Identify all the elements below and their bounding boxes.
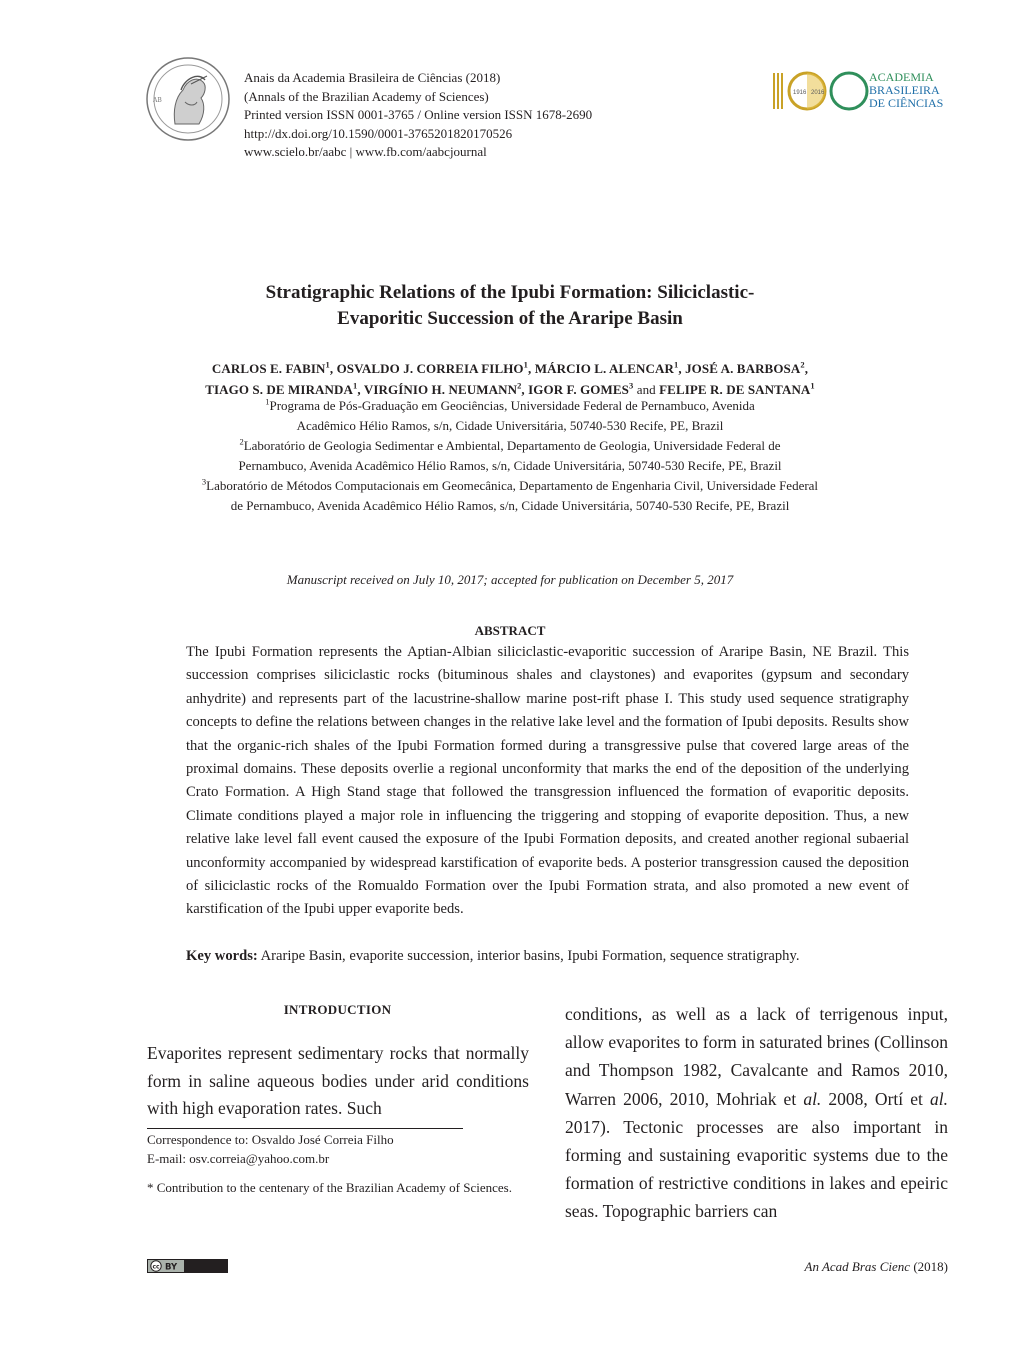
logo-year-end: 2016 — [811, 90, 825, 96]
centenary-note: * Contribution to the centenary of the Brazilian Academy of Sciences. — [147, 1180, 512, 1195]
page-citation — [700, 1259, 948, 1275]
doi-link[interactable]: http://dx.doi.org/10.1590/0001-3765201820170526 — [244, 125, 513, 141]
svg-text:AB: AB — [153, 97, 162, 104]
author-line-2: TIAGO S. DE MIRANDA$^1$, VIRGÍNIO H. NEUMANN$^2$, IGOR F. GOMES$^3$ and FELIPE R. DE SANTANA$^1$ — [205, 380, 815, 397]
author-name: CARLOS E. FABIN — [211, 361, 326, 376]
title-line-1: Stratigraphic Relations of the Ipubi Formation: Siliciclastic- — [265, 282, 755, 303]
affiliation-2-cont: Pernambuco, Avenida Acadêmico Hélio Ramos, s/n, Cidade Universitária, 50740-530 Recife, PE, Brazil — [238, 458, 782, 473]
author-line-1: CARLOS E. FABIN$^1$, OSVALDO J. CORREIA FILHO$^1$, MÁRCIO L. ALENCAR$^1$, JOSÉ A. BARBOSA$^2$, — [211, 359, 809, 376]
keywords-label: Key words: — [186, 948, 258, 964]
author-affiliation-sup: 3 — [629, 380, 634, 391]
issn-line: Printed version ISSN 0001-3765 / Online version ISSN 1678-2690 — [244, 107, 593, 122]
introduction-right-column: conditions, as well as a lack of terrigenous input, allow evaporites to form in saturated brines (Collinson and Thompson 1982, Cavalcante and Ramos 2010, Warren 2006, 2010, Mohriak et al. 2008, Ortí et al. 2017). Tectonic processes are also important in forming and sustaining evaporitic systems due to the formation of restrictive conditions in lakes and epeiric seas. Topographic barriers can — [565, 1004, 948, 1222]
author-name: OSVALDO J. CORREIA FILHO — [336, 361, 524, 376]
author-name: TIAGO S. DE MIRANDA — [205, 382, 354, 397]
academy-100-years-logo — [773, 67, 959, 115]
journal-name-english: (Annals of the Brazilian Academy of Sciences) — [244, 88, 489, 104]
correspondence-email[interactable]: E-mail: osv.correia@yahoo.com.br — [147, 1150, 330, 1166]
introduction-left-column: Evaporites represent sedimentary rocks that normally form in saline aqueous bodies under arid conditions with high evaporation rates. Such — [147, 1043, 529, 1119]
affiliation-2: $^2$Laboratório de Geologia Sedimentar e Ambiental, Departamento de Geologia, Universidade Federal de — [239, 436, 781, 453]
affiliation-1: $^1$Programa de Pós-Graduação em Geociências, Universidade Federal de Pernambuco, Avenida — [265, 396, 755, 413]
author-affiliation-sup: 1 — [674, 359, 679, 370]
author-list — [90, 358, 930, 400]
affiliation-3: $^3$Laboratório de Métodos Computacionais em Geomecânica, Departamento de Engenharia Civil, Universidade Federal — [201, 476, 819, 493]
logo-text-brasileira: BRASILEIRA — [869, 83, 940, 97]
keywords-list: Araripe Basin, evaporite succession, interior basins, Ipubi Formation, sequence stratigraphy. — [260, 948, 800, 964]
author-affiliation-sup: 1 — [353, 380, 358, 391]
citation-journal: An Acad Bras Cienc — [804, 1259, 911, 1274]
author-name: MÁRCIO L. ALENCAR — [534, 361, 675, 376]
author-name: FELIPE R. DE SANTANA — [659, 382, 811, 397]
abstract-text: The Ipubi Formation represents the Aptian-Albian siliciclastic-evaporitic succession of Araripe Basin, NE Brazil. This succession comprises siliciclastic rocks (bituminous shales and claystones) and evaporites (gypsum and secondary anhydrite) and represents part of the lacustrine-shallow marine post-rift phase I. This study used sequence stratigraphy concepts to define the relations between changes in the relative lake level and the formation of Ipubi deposits. Results show that the organic-rich shales of the Ipubi Formation formed during a transgressive pulse that covered large areas of the proximal domains. These deposits overlie a regional unconformity that marks the end of the deposition of the underlying Crato Formation. A High Stand stage that followed the transgression influenced the formation of evaporitic deposits. Climate conditions played a major role in influencing the triggering and stopping of evaporite deposition. Thus, a new relative lake level fall event caused the exposure of the Ipubi Formation deposits, and created another regional subaerial unconformity accompanied by widespread karstification of evaporite beds. A posterior transgression caused the deposition of siliciclastic rocks of the Romualdo Formation over the Ipubi Formation strata, and also promoted a new event of karstification of the Ipubi upper evaporite beds. — [186, 644, 909, 918]
author-affiliation-sup: 1 — [523, 359, 529, 370]
web-links[interactable]: www.scielo.br/aabc | www.fb.com/aabcjournal — [244, 144, 487, 159]
footnote-divider — [147, 1128, 463, 1129]
logo-text-academia: ACADEMIA — [869, 70, 934, 84]
introduction-heading: INTRODUCTION — [283, 1002, 392, 1017]
author-name: JOSÉ A. BARBOSA — [685, 361, 801, 376]
author-name: VIRGÍNIO H. NEUMANN — [363, 382, 518, 397]
athena-seal-icon — [145, 56, 231, 142]
title-line-2: Evaporitic Succession of the Araripe Basin — [337, 308, 683, 329]
logo-year-start: 1916 — [793, 90, 807, 96]
manuscript-dates: Manuscript received on July 10, 2017; accepted for publication on December 5, 2017 — [286, 572, 734, 587]
journal-name: Anais da Academia Brasileira de Ciências (2018) — [244, 70, 501, 85]
svg-text:cc: cc — [152, 1263, 160, 1271]
footnotes — [147, 1131, 537, 1198]
correspondence: Correspondence to: Osvaldo José Correia Filho — [147, 1132, 394, 1147]
author-affiliation-sup: 2 — [800, 359, 805, 370]
citation-year: (2018) — [910, 1259, 948, 1274]
article-title — [120, 280, 900, 332]
journal-header — [244, 69, 592, 162]
abstract-heading: ABSTRACT — [474, 623, 546, 638]
svg-text:BY: BY — [165, 1262, 178, 1273]
keywords — [186, 948, 921, 965]
author-name: IGOR F. GOMES — [528, 382, 629, 397]
author-affiliation-sup: 1 — [810, 380, 815, 391]
affiliation-3-cont: de Pernambuco, Avenida Acadêmico Hélio Ramos, s/n, Cidade Universitária, 50740-530 Recife, PE, Brazil — [230, 498, 790, 513]
logo-text-ciencias: DE CIÊNCIAS — [869, 96, 944, 110]
author-affiliation-sup: 1 — [325, 359, 330, 370]
author-affiliation-sup: 2 — [517, 380, 522, 391]
affiliation-1-cont: Acadêmico Hélio Ramos, s/n, Cidade Universitária, 50740-530 Recife, PE, Brazil — [296, 418, 724, 433]
cc-by-license-icon[interactable] — [147, 1259, 228, 1273]
affiliations — [130, 396, 890, 516]
